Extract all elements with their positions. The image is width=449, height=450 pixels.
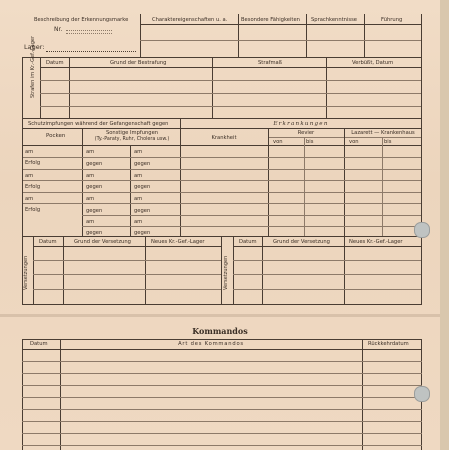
vers-left-grund: Grund der Versetzung <box>74 239 131 245</box>
vers-right-line-2 <box>233 274 422 275</box>
impf-mid-4: am <box>86 196 95 202</box>
kommandos-row-5 <box>22 409 422 410</box>
header-charakter: Charaktereigenschaften u. a. <box>152 17 228 23</box>
impf-pocken-row-1: Erfolg <box>25 160 41 166</box>
vers-mid-border <box>221 236 222 304</box>
vers-right-line-3 <box>233 289 422 290</box>
impf-pocken-row-0: am <box>25 149 34 155</box>
impf-right-5: gegen <box>134 208 151 214</box>
erkrankungen-lazarett: Lazarett — Krankenhaus <box>351 130 415 136</box>
strafen-divider-3 <box>326 57 327 118</box>
vers-right-divider-2 <box>344 236 345 304</box>
impf-pocken-row-4: am <box>25 196 34 202</box>
nr-dotted-line-2 <box>66 33 112 34</box>
erk-line-1 <box>180 157 422 158</box>
impf-right-3: gegen <box>134 184 151 190</box>
erkrankungen-title: Erkrankungen <box>273 121 329 127</box>
nr-dotted-line <box>66 30 112 31</box>
top-row-line <box>140 40 422 41</box>
impf-right-6: am <box>134 219 143 225</box>
lager-dotted-line <box>46 51 136 52</box>
vers-left-divider-2 <box>145 236 146 304</box>
versetzungen-side-label-right: Versetzungen <box>223 255 229 290</box>
kommandos-row-6 <box>22 421 422 422</box>
kommandos-col-rueckkehr: Rückkehrdatum <box>368 341 409 347</box>
top-col-divider-4 <box>364 14 365 57</box>
impf-line-4 <box>22 192 180 193</box>
erk-line-4 <box>180 192 422 193</box>
impf-line-2 <box>22 169 180 170</box>
impf-mid-5: gegen <box>86 208 103 214</box>
erkrankungen-subheader-line <box>268 137 422 138</box>
erkrankungen-revier: Revier <box>297 130 315 136</box>
erkrankungen-header-line <box>180 145 422 146</box>
kommandos-col-art: Art des Kommandos <box>178 341 244 347</box>
impf-right-4: am <box>134 196 143 202</box>
kommandos-row-7 <box>22 433 422 434</box>
strafen-row-3 <box>40 106 422 107</box>
erk-divider-4 <box>382 137 383 236</box>
kommandos-row-4 <box>22 397 422 398</box>
impf-right-2: am <box>134 173 143 179</box>
strafen-row-2 <box>40 93 422 94</box>
impf-right-0: am <box>134 149 143 155</box>
vers-right-grund: Grund der Versetzung <box>273 239 330 245</box>
lazarett-von: von <box>349 139 359 145</box>
kommandos-row-8 <box>22 445 422 446</box>
strafen-header-line <box>40 67 422 68</box>
label-beschreibung: Beschreibung der Erkennungsmarke <box>34 17 129 23</box>
kommandos-row-1 <box>22 361 422 362</box>
kommandos-row-2 <box>22 373 422 374</box>
erkrankungen-title-line <box>180 128 422 129</box>
vers-right-line-1 <box>233 260 422 261</box>
strafen-left-border <box>22 57 23 118</box>
top-col-divider-1 <box>140 14 141 57</box>
impf-pocken-row-5: Erfolg <box>25 207 41 213</box>
kommandos-col-datum: Datum <box>30 341 48 347</box>
strafen-side-label: Strafen im Kr.-Gef.-Lager <box>30 35 36 98</box>
impf-mid-2: am <box>86 173 95 179</box>
kommandos-row-3 <box>22 385 422 386</box>
strafen-bottom-line <box>22 118 422 119</box>
impfungen-title-line <box>22 128 180 129</box>
impfungen-sonstige-2: (Ty.-Paraty, Ruhr, Cholera usw.) <box>94 137 170 142</box>
impf-right-1: gegen <box>134 161 151 167</box>
punch-hole-lower <box>414 386 430 402</box>
impfungen-divider-1 <box>82 128 83 236</box>
label-nr: Nr. <box>54 26 63 33</box>
erk-line-7 <box>180 226 422 227</box>
impf-pocken-row-3: Erfolg <box>25 184 41 190</box>
impf-right-7: gegen <box>134 230 151 236</box>
impf-mid-3: gegen <box>86 184 103 190</box>
vers-bottom-line <box>22 304 422 305</box>
impf-mid-6: am <box>86 219 95 225</box>
vers-left-header-line <box>33 246 221 247</box>
vers-left-line-3 <box>33 289 221 290</box>
impf-line-5 <box>22 203 180 204</box>
versetzungen-side-label-left: Versetzungen <box>23 255 29 290</box>
vers-right-divider-1 <box>262 236 263 304</box>
vers-left-border <box>22 236 23 304</box>
revier-von: von <box>273 139 283 145</box>
impf-line-7 <box>82 226 180 227</box>
impf-mid-1: gegen <box>86 161 103 167</box>
erk-line-6 <box>180 215 422 216</box>
erkrankungen-krankheit: Krankheit <box>211 135 237 141</box>
strafen-col-verbuesst: Verbüßt, Datum <box>352 60 394 66</box>
top-col-divider-3 <box>306 14 307 57</box>
top-header-line <box>140 24 422 25</box>
strafen-row-1 <box>40 80 422 81</box>
vers-left-line-2 <box>33 274 221 275</box>
upper-right-border <box>421 14 422 304</box>
impf-line-6 <box>82 215 180 216</box>
strafen-col-strafmass: Strafmaß <box>258 60 282 66</box>
erk-line-2 <box>180 169 422 170</box>
lazarett-bis: bis <box>384 139 392 145</box>
strafen-divider-1 <box>69 57 70 118</box>
impfungen-title: Schutzimpfungen während der Gefangenschaft gegen <box>28 121 169 127</box>
vers-left-line-1 <box>33 260 221 261</box>
top-col-divider-2 <box>238 14 239 57</box>
impfungen-divider-2 <box>130 145 131 236</box>
erk-line-3 <box>180 180 422 181</box>
vers-right-neues: Neues Kr.-Gef.-Lager <box>349 239 403 245</box>
erk-divider-2 <box>304 137 305 236</box>
punch-hole-upper <box>414 222 430 238</box>
kommandos-title: Kommandos <box>192 326 248 336</box>
fold-crease <box>0 314 440 317</box>
top-bottom-line <box>22 57 422 58</box>
impf-erk-bottom-line <box>22 236 422 237</box>
impf-line-1 <box>22 157 180 158</box>
vers-left-neues: Neues Kr.-Gef.-Lager <box>151 239 205 245</box>
vers-left-divider-1 <box>63 236 64 304</box>
impf-mid-7: gegen <box>86 230 103 236</box>
impfungen-sonstige-1: Sonstige Impfungen <box>105 130 159 136</box>
impf-line-3 <box>22 180 180 181</box>
erk-line-5 <box>180 203 422 204</box>
impfungen-pocken: Pocken <box>46 133 66 139</box>
impfungen-header-line <box>22 145 180 146</box>
impf-mid-0: am <box>86 149 95 155</box>
strafen-col-datum: Datum <box>46 60 64 66</box>
strafen-col-grund: Grund der Bestrafung <box>110 60 167 66</box>
impf-left-border <box>22 118 23 236</box>
erk-divider-1 <box>268 128 269 236</box>
label-lager: Lager: <box>24 43 45 51</box>
vers-right-datum: Datum <box>239 239 257 245</box>
revier-bis: bis <box>306 139 314 145</box>
header-fuehrung: Führung <box>381 17 403 23</box>
strafen-divider-2 <box>212 57 213 118</box>
header-sprachkenntnisse: Sprachkenntnisse <box>311 17 357 23</box>
header-faehigkeiten: Besondere Fähigkeiten <box>241 17 300 23</box>
erk-divider-3 <box>344 128 345 236</box>
impf-pocken-row-2: am <box>25 173 34 179</box>
vers-left-datum: Datum <box>39 239 57 245</box>
